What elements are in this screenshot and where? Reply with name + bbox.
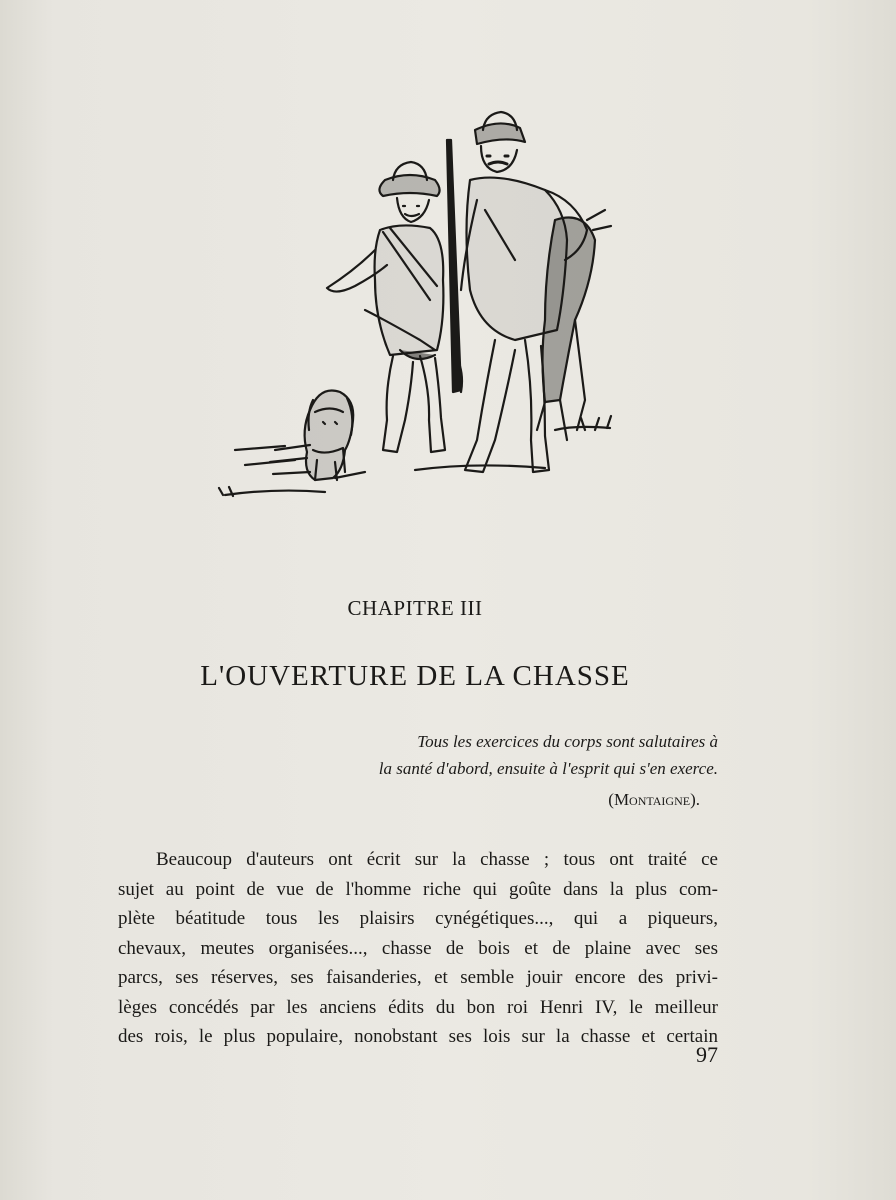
paragraph-line: plète béatitude tous les plaisirs cynégétiques..., qui a piqueurs, xyxy=(118,908,718,929)
paragraph-line: lèges concédés par les anciens édits du bon roi Henri IV, le meilleur xyxy=(118,996,718,1018)
paragraph-line: sujet au point de vue de l'homme riche qui goûte dans la plus com- xyxy=(118,878,718,900)
paragraph-line: des rois, le plus populaire, nonobstant ses lois sur la chasse et certain xyxy=(118,1026,718,1047)
epigraph xyxy=(379,728,718,782)
paragraph-line: Beaucoup d'auteurs ont écrit sur la chasse ; tous ont traité ce xyxy=(156,849,718,870)
chapter-title: L'OUVERTURE DE LA CHASSE xyxy=(200,660,630,692)
hunters-with-dog-illustration xyxy=(215,100,625,510)
epigraph-line: Tous les exercices du corps sont salutaires à xyxy=(417,732,718,751)
paragraph-line: parcs, ses réserves, ses faisanderies, et semble jouir encore des privi- xyxy=(118,967,718,988)
page-number: 97 xyxy=(696,1042,718,1067)
chapter-label: CHAPITRE III xyxy=(347,596,483,620)
body-paragraph xyxy=(118,845,718,1052)
paragraph-line: chevaux, meutes organisées..., chasse de bois et de plaine avec ses xyxy=(118,937,718,959)
epigraph-author: (Montaigne). xyxy=(608,790,700,809)
epigraph-line: la santé d'abord, ensuite à l'esprit qui s'en exerce. xyxy=(378,759,718,778)
